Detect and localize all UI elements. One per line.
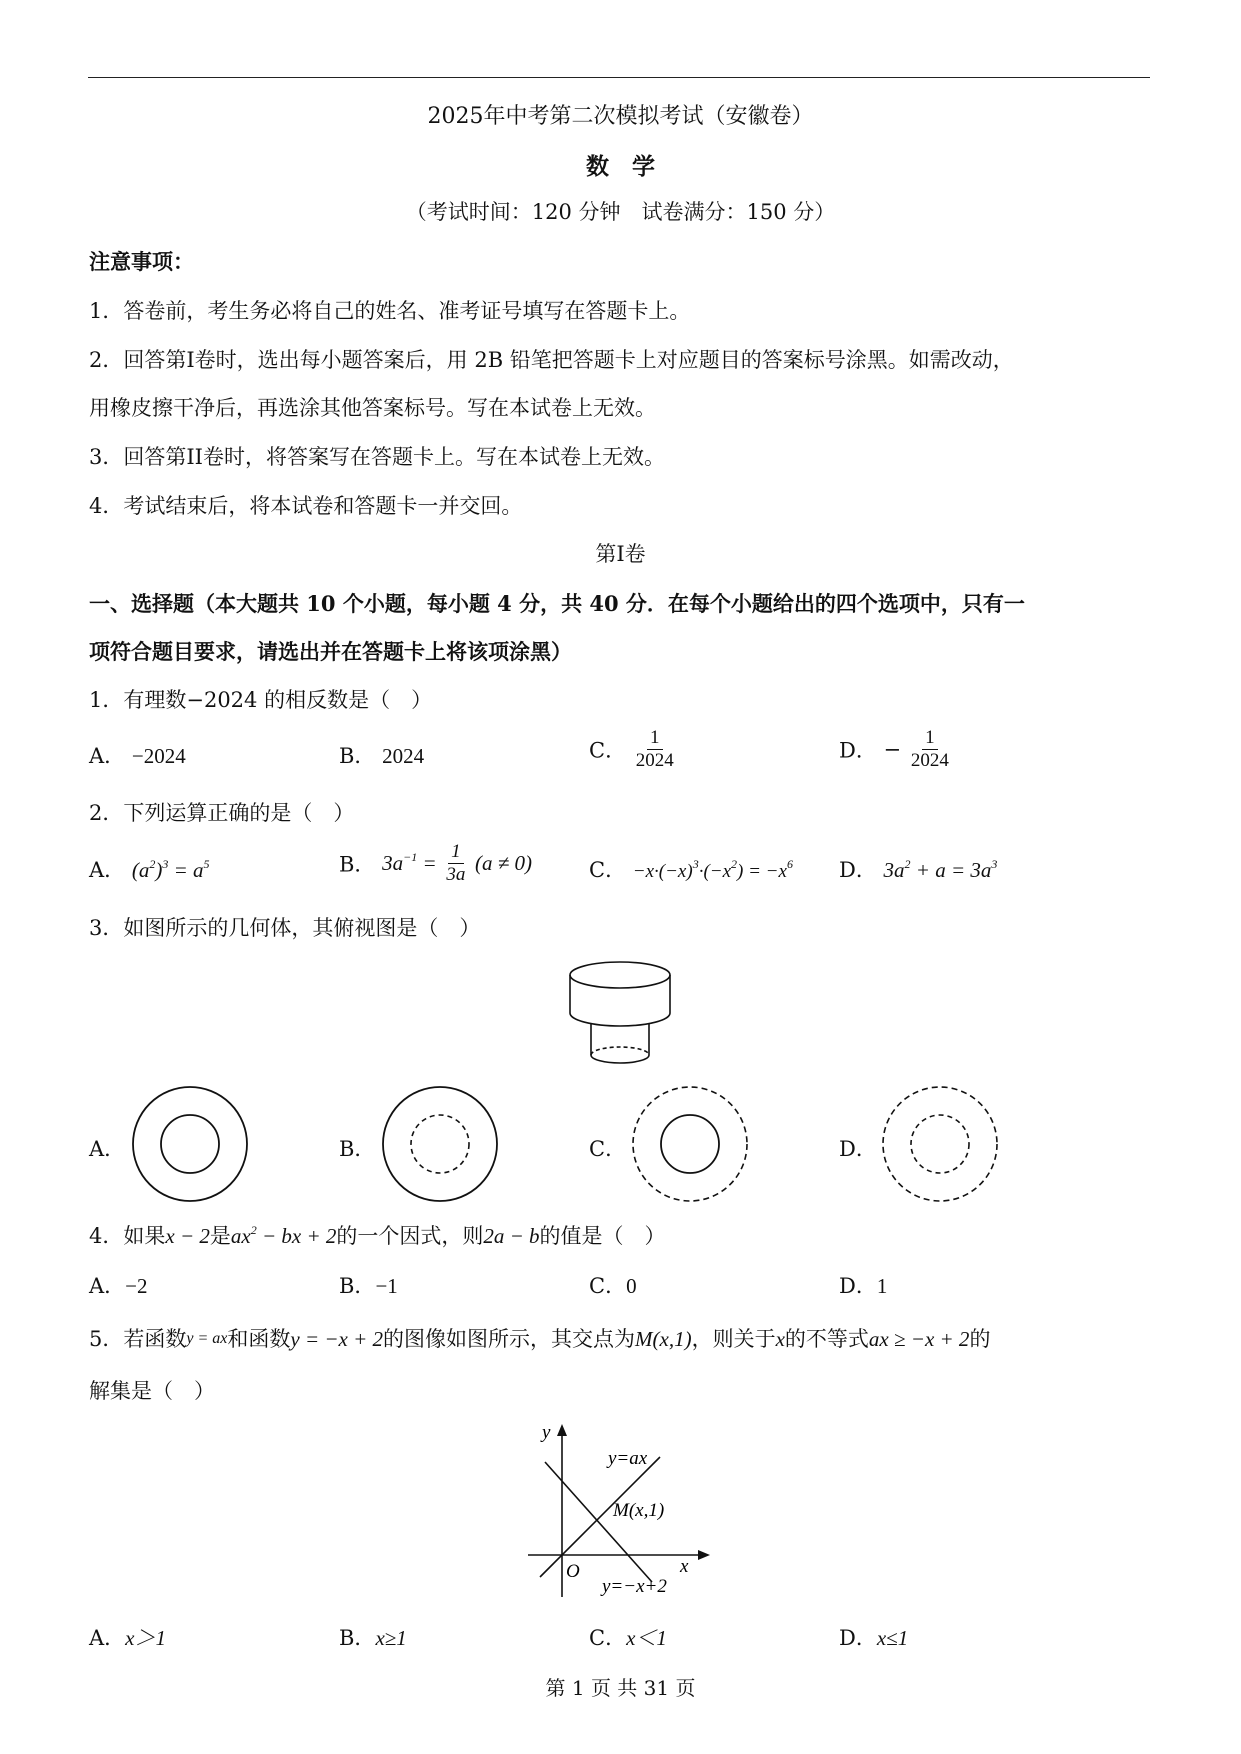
q5-option-d-value: x≤1 — [876, 1626, 909, 1650]
q1-option-b — [339, 740, 424, 770]
q2-option-c — [589, 854, 793, 884]
q5-option-a-letter: A． — [89, 1626, 126, 1650]
q3-option-a-figure — [130, 1084, 250, 1204]
q2-option-b-fraction: $\frac{1}{3a}$ — [446, 841, 466, 885]
q5-expr-line2: y = −x + 2 — [290, 1327, 384, 1351]
q1-c-numerator: 1 — [647, 728, 663, 750]
q4-stem-part-d: 的值是（ ） — [539, 1224, 666, 1248]
notice-item-1: 1．答卷前，考生务必将自己的姓名、准考证号填写在答题卡上。 — [89, 299, 691, 323]
part1-instructions-a: 一、选择题（本大题共 10 个小题，每小题 4 分，共 40 分．在每个小题给出的四个选项中，只有一 — [89, 591, 1025, 616]
q5-option-d — [839, 1622, 908, 1652]
q5-option-d-letter: D． — [839, 1626, 877, 1650]
q5-label-point: M(x,1) — [613, 1500, 665, 1521]
q1-option-d — [839, 728, 952, 771]
q2-option-c-expr: $-x\cdot(-x)^3\cdot(-x^2) = -x^6$ — [632, 857, 793, 882]
q5-stem-part-d: ，则关于 — [691, 1327, 776, 1351]
q3-option-d-figure — [880, 1084, 1000, 1204]
q5-label-line1: y=ax — [608, 1448, 648, 1469]
q1-c-denominator: 2024 — [635, 749, 674, 771]
q1-option-c-letter: C． — [589, 738, 627, 763]
q4-option-a-letter: A． — [89, 1274, 126, 1298]
q2-option-b-expr: $3a^{-1}$ = — [382, 849, 437, 875]
q4-option-a-value: −2 — [125, 1274, 148, 1298]
page-number-footer: 第 1 页 共 31 页 — [545, 1676, 696, 1700]
part1-instructions-b: 项符合题目要求，请选出并在答题卡上将该项涂黑） — [89, 639, 572, 664]
q1-option-b-value: 2024 — [382, 744, 425, 768]
q4-option-c — [589, 1270, 637, 1300]
q5-x-axis-arrow — [698, 1550, 710, 1560]
q2-option-b-letter: B． — [339, 852, 376, 877]
q1-option-d-fraction — [908, 728, 952, 771]
q5-label-origin: O — [566, 1561, 580, 1582]
q4-expr-poly: $ax^2$ − bx + 2 — [230, 1223, 337, 1248]
q5-stem-part-c: 的图像如图所示，其交点为 — [383, 1327, 636, 1351]
q5-option-b-value: x≥1 — [375, 1626, 407, 1650]
q5-option-b-letter: B． — [339, 1626, 376, 1650]
q1-option-a-value: −2024 — [131, 744, 186, 768]
q5-option-a — [89, 1622, 166, 1652]
q5-label-y: y — [542, 1422, 551, 1443]
q4-stem — [89, 1220, 666, 1250]
q4-option-d-letter: D． — [839, 1274, 877, 1298]
q5-option-c-letter: C． — [589, 1626, 627, 1650]
q1-d-denominator: 2024 — [910, 749, 949, 771]
q5-expr-x: x — [775, 1327, 785, 1351]
q1-option-c-fraction — [633, 728, 677, 771]
q4-option-b-letter: B． — [339, 1274, 376, 1298]
q1-option-c — [589, 728, 677, 771]
q5-stem-part-a: 5．若函数 — [89, 1327, 187, 1351]
q4-option-a — [89, 1270, 148, 1300]
q3-option-a: A． — [89, 1137, 126, 1161]
q5-expr-inequality: ax ≥ −x + 2 — [868, 1327, 970, 1351]
top-rule — [88, 77, 1150, 78]
q1-option-a-letter: A． — [89, 744, 126, 768]
q4-expr-factor: x − 2 — [165, 1224, 210, 1248]
q1-d-sign: − — [883, 737, 902, 762]
q1-stem: 1．有理数−2024 的相反数是（ ） — [89, 688, 433, 712]
q2-option-a — [89, 854, 210, 884]
q5-expr-line1: y = ax — [186, 1330, 228, 1347]
q2-stem: 2．下列运算正确的是（ ） — [89, 801, 355, 825]
exam-title: 2025年中考第二次模拟考试（安徽卷） — [427, 104, 814, 129]
q5-stem-line2: 解集是（ ） — [89, 1379, 215, 1403]
q5-option-b — [339, 1622, 407, 1652]
q2-option-b-condition: (a ≠ 0) — [475, 850, 533, 875]
q2-option-a-letter: A． — [89, 858, 126, 882]
q5-option-c-value: x＜1 — [626, 1626, 667, 1650]
q3-option-c-figure — [630, 1084, 750, 1204]
q4-expr-target: 2a − b — [483, 1224, 540, 1248]
q4-stem-part-b: 是 — [209, 1224, 231, 1248]
q1-option-a — [89, 740, 186, 770]
subject-title: 数 学 — [586, 153, 655, 180]
q3-solid-figure — [560, 955, 680, 1070]
q2-option-c-letter: C． — [589, 858, 627, 882]
q5-stem-part-e: 的不等式 — [784, 1327, 869, 1351]
q3-option-d: D． — [839, 1137, 877, 1161]
q2-option-b — [339, 842, 532, 885]
notice-item-2a: 2．回答第I卷时，选出每小题答案后，用 2B 铅笔把答题卡上对应题目的答案标号涂黑。如需改动， — [89, 348, 1014, 372]
q5-label-line2: y=−x+2 — [602, 1576, 667, 1597]
q5-y-axis-arrow — [557, 1424, 567, 1436]
q2-option-d-letter: D． — [839, 858, 877, 882]
q4-stem-part-c: 的一个因式，则 — [336, 1224, 484, 1248]
notice-heading: 注意事项： — [89, 249, 194, 274]
q5-stem-part-f: 的 — [969, 1327, 991, 1351]
q1-option-d-letter: D． — [839, 738, 877, 763]
q5-stem-line1 — [89, 1323, 990, 1353]
q3-option-b-figure — [380, 1084, 500, 1204]
q4-option-d — [839, 1270, 887, 1300]
q5-stem-part-b: 和函数 — [227, 1327, 291, 1351]
q1-d-numerator: 1 — [922, 728, 938, 750]
q4-option-b — [339, 1270, 398, 1300]
q3-stem: 3．如图所示的几何体，其俯视图是（ ） — [89, 916, 481, 940]
q3-option-c: C． — [589, 1137, 627, 1161]
exam-time-info: （考试时间：120 分钟 试卷满分：150 分） — [405, 200, 836, 224]
notice-item-2b: 用橡皮擦干净后，再选涂其他答案标号。写在本试卷上无效。 — [89, 396, 656, 420]
q4-option-c-letter: C． — [589, 1274, 627, 1298]
volume-title: 第I卷 — [595, 542, 646, 566]
q2-option-a-expr: $(a^2)^3 = a^5$ — [131, 857, 210, 882]
q5-option-a-value: x＞1 — [125, 1626, 166, 1650]
q4-option-b-value: −1 — [375, 1274, 398, 1298]
q1-option-b-letter: B． — [339, 744, 376, 768]
q5-label-x: x — [680, 1556, 689, 1577]
q5-expr-point: M(x,1) — [635, 1327, 692, 1351]
q5-option-c — [589, 1622, 667, 1652]
q4-stem-part-a: 4．如果 — [89, 1224, 166, 1248]
q2-option-d-expr: $3a^2 + a = 3a^3$ — [883, 857, 998, 882]
q4-option-c-value: 0 — [626, 1274, 637, 1298]
notice-item-4: 4．考试结束后，将本试卷和答题卡一并交回。 — [89, 494, 523, 518]
q5-function-graph — [520, 1412, 720, 1597]
notice-item-3: 3．回答第II卷时，将答案写在答题卡上。写在本试卷上无效。 — [89, 445, 665, 469]
q3-option-b: B． — [339, 1137, 376, 1161]
q4-option-d-value: 1 — [876, 1274, 888, 1298]
q2-option-d — [839, 854, 997, 884]
